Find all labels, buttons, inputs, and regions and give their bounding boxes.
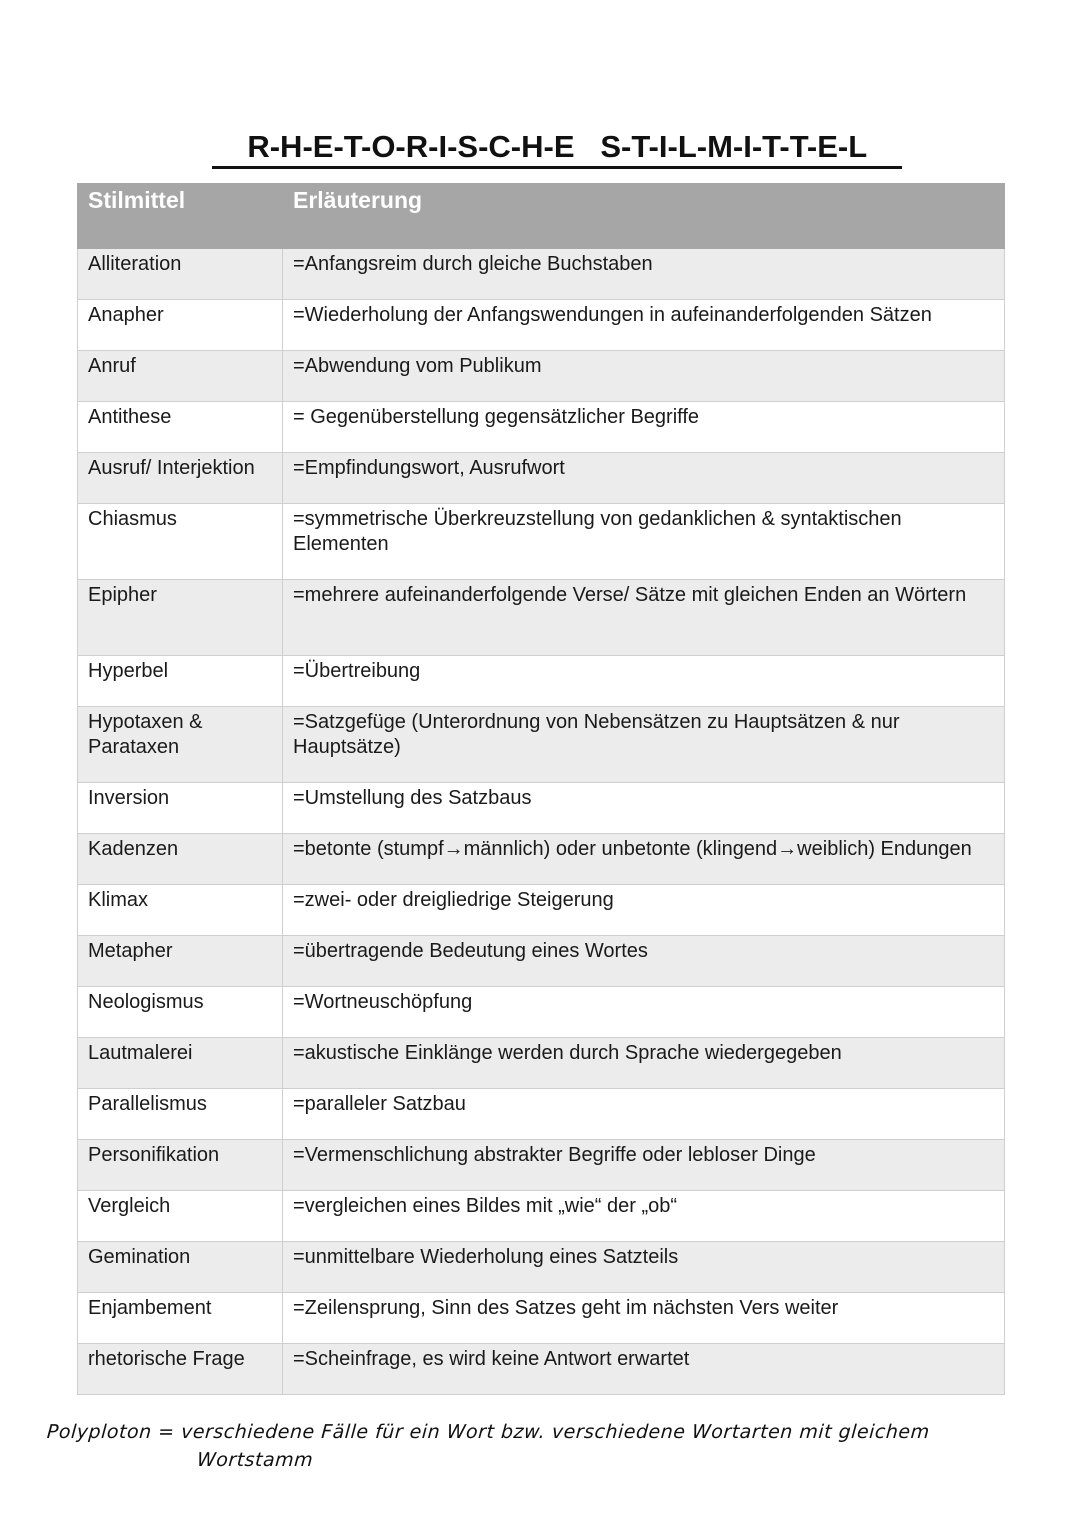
handwritten-note-line1: Polyploton = verschiedene Fälle für ein Wort bzw. verschiedene Wortarten mit gleichem (46, 1421, 931, 1443)
term-cell: Hypotaxen & Parataxen (78, 707, 283, 783)
term-cell: Vergleich (78, 1191, 283, 1242)
explanation-cell: = Gegenüberstellung gegensätzlicher Begriffe (283, 402, 1005, 453)
handwritten-note-line2: Wortstamm (196, 1449, 314, 1471)
table-row (78, 783, 1005, 834)
table-row (78, 580, 1005, 656)
term-cell: Metapher (78, 936, 283, 987)
column-header-stilmittel: Stilmittel (78, 184, 283, 249)
term-cell: Ausruf/ Interjektion (78, 453, 283, 504)
table-row (78, 707, 1005, 783)
table-row (78, 1191, 1005, 1242)
term-cell: Antithese (78, 402, 283, 453)
term-cell: Lautmalerei (78, 1038, 283, 1089)
term-cell: Gemination (78, 1242, 283, 1293)
table-row (78, 1242, 1005, 1293)
explanation-cell: =paralleler Satzbau (283, 1089, 1005, 1140)
explanation-cell: =unmittelbare Wiederholung eines Satzteils (283, 1242, 1005, 1293)
table-row (78, 453, 1005, 504)
table-row (78, 656, 1005, 707)
term-cell: Neologismus (78, 987, 283, 1038)
stilmittel-table (77, 183, 1005, 1395)
table-row (78, 1293, 1005, 1344)
explanation-cell: =Zeilensprung, Sinn des Satzes geht im nächsten Vers weiter (283, 1293, 1005, 1344)
term-cell: Kadenzen (78, 834, 283, 885)
table-header-row (78, 184, 1005, 249)
table-row (78, 1344, 1005, 1395)
page-title: R-H-E-T-O-R-I-S-C-H-E S-T-I-L-M-I-T-T-E-L (212, 128, 902, 169)
term-cell: Hyperbel (78, 656, 283, 707)
table-row (78, 987, 1005, 1038)
table-row (78, 402, 1005, 453)
table-row (78, 1089, 1005, 1140)
table-row (78, 300, 1005, 351)
explanation-cell: =Übertreibung (283, 656, 1005, 707)
explanation-cell: =akustische Einklänge werden durch Sprache wiedergegeben (283, 1038, 1005, 1089)
term-cell: Alliteration (78, 249, 283, 300)
explanation-cell: =symmetrische Überkreuzstellung von gedanklichen & syntaktischen Elementen (283, 504, 1005, 580)
term-cell: Parallelismus (78, 1089, 283, 1140)
explanation-cell: =Umstellung des Satzbaus (283, 783, 1005, 834)
table-row (78, 936, 1005, 987)
term-cell: Personifikation (78, 1140, 283, 1191)
table-row (78, 351, 1005, 402)
term-cell: Epipher (78, 580, 283, 656)
handwritten-note (44, 1418, 1008, 1474)
explanation-cell: =Satzgefüge (Unterordnung von Nebensätzen zu Hauptsätzen & nur Hauptsätze) (283, 707, 1005, 783)
column-header-erlaeuterung: Erläuterung (283, 184, 1005, 249)
table-row (78, 1038, 1005, 1089)
explanation-cell: =Vermenschlichung abstrakter Begriffe oder lebloser Dinge (283, 1140, 1005, 1191)
explanation-cell: =Wortneuschöpfung (283, 987, 1005, 1038)
table-row (78, 1140, 1005, 1191)
explanation-cell: =Abwendung vom Publikum (283, 351, 1005, 402)
table-row (78, 834, 1005, 885)
term-cell: Anapher (78, 300, 283, 351)
explanation-cell: =betonte (stumpf→männlich) oder unbetonte (klingend→weiblich) Endungen (283, 834, 1005, 885)
explanation-cell: =mehrere aufeinanderfolgende Verse/ Sätze mit gleichen Enden an Wörtern (283, 580, 1005, 656)
table-row (78, 885, 1005, 936)
explanation-cell: =Anfangsreim durch gleiche Buchstaben (283, 249, 1005, 300)
explanation-cell: =zwei- oder dreigliedrige Steigerung (283, 885, 1005, 936)
term-cell: rhetorische Frage (78, 1344, 283, 1395)
explanation-cell: =übertragende Bedeutung eines Wortes (283, 936, 1005, 987)
explanation-cell: =Scheinfrage, es wird keine Antwort erwartet (283, 1344, 1005, 1395)
table-row (78, 504, 1005, 580)
term-cell: Chiasmus (78, 504, 283, 580)
explanation-cell: =Wiederholung der Anfangswendungen in aufeinanderfolgenden Sätzen (283, 300, 1005, 351)
term-cell: Klimax (78, 885, 283, 936)
explanation-cell: =Empfindungswort, Ausrufwort (283, 453, 1005, 504)
explanation-cell: =vergleichen eines Bildes mit „wie“ der „ob“ (283, 1191, 1005, 1242)
term-cell: Inversion (78, 783, 283, 834)
table-row (78, 249, 1005, 300)
term-cell: Enjambement (78, 1293, 283, 1344)
term-cell: Anruf (78, 351, 283, 402)
